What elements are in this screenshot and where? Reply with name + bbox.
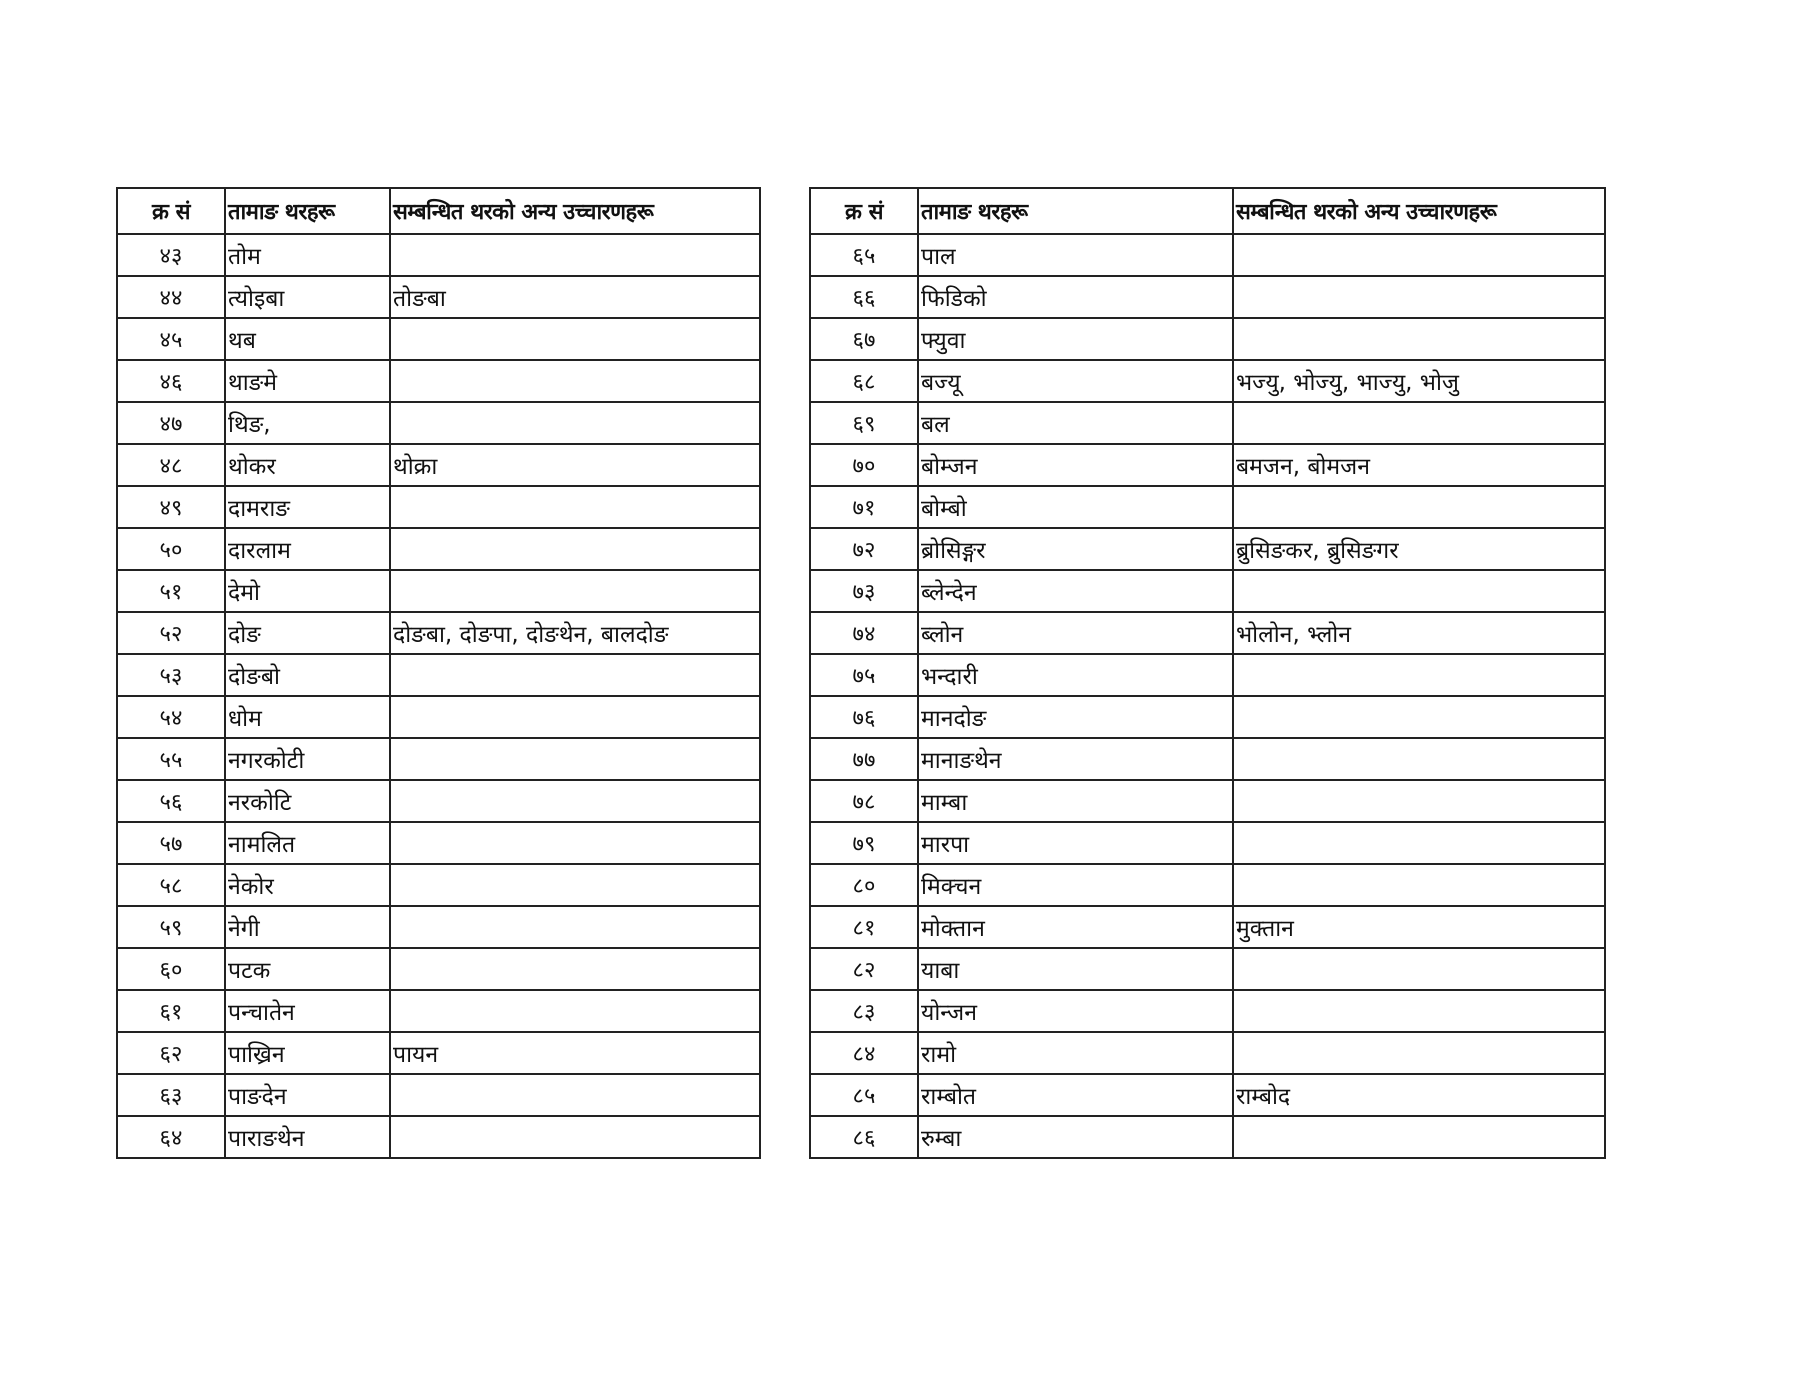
- surname-cell: भन्दारी: [918, 654, 1233, 696]
- surname-cell: दोङ: [225, 612, 390, 654]
- table-row: [810, 528, 1605, 570]
- table-row: [810, 486, 1605, 528]
- surname-cell: नेकोर: [225, 864, 390, 906]
- variants-cell: भज्यु, भोज्यु, भाज्यु, भोजु: [1233, 360, 1605, 402]
- surname-cell: देमो: [225, 570, 390, 612]
- serial-cell: ४४: [117, 276, 225, 318]
- surname-cell: थाङमे: [225, 360, 390, 402]
- surname-cell: फिडिको: [918, 276, 1233, 318]
- surname-cell: दोङबो: [225, 654, 390, 696]
- serial-cell: ८६: [810, 1116, 918, 1158]
- surname-cell: पाल: [918, 234, 1233, 276]
- table-row: [117, 234, 760, 276]
- table-row: [117, 654, 760, 696]
- table-row: [117, 570, 760, 612]
- surname-cell: योन्जन: [918, 990, 1233, 1032]
- serial-cell: ४९: [117, 486, 225, 528]
- surname-cell: पाराङथेन: [225, 1116, 390, 1158]
- surname-cell: दारलाम: [225, 528, 390, 570]
- serial-cell: ७२: [810, 528, 918, 570]
- variants-cell: बमजन, बोमजन: [1233, 444, 1605, 486]
- surname-cell: नेगी: [225, 906, 390, 948]
- table-row: [810, 990, 1605, 1032]
- serial-cell: ६७: [810, 318, 918, 360]
- table-row: [810, 738, 1605, 780]
- surname-cell: ब्रोसिङ्गर: [918, 528, 1233, 570]
- header-surname: तामाङ थरहरू: [225, 188, 390, 234]
- serial-cell: ५२: [117, 612, 225, 654]
- header-variants: सम्बन्धित थरको अन्य उच्चारणहरू: [1233, 188, 1605, 234]
- surname-cell: रुम्बा: [918, 1116, 1233, 1158]
- surname-cell: पन्चातेन: [225, 990, 390, 1032]
- surname-cell: मिक्चन: [918, 864, 1233, 906]
- table-row: [810, 360, 1605, 402]
- surname-cell: मारपा: [918, 822, 1233, 864]
- serial-cell: ५४: [117, 696, 225, 738]
- surname-cell: ब्लेन्देन: [918, 570, 1233, 612]
- serial-cell: ५८: [117, 864, 225, 906]
- variants-cell: [1233, 318, 1605, 360]
- surname-cell: पाख्रिन: [225, 1032, 390, 1074]
- surname-cell: मानदोङ: [918, 696, 1233, 738]
- table-row: [810, 822, 1605, 864]
- serial-cell: ४६: [117, 360, 225, 402]
- table-row: [117, 1074, 760, 1116]
- surname-cell: दामराङ: [225, 486, 390, 528]
- variants-cell: [390, 696, 760, 738]
- serial-cell: ७३: [810, 570, 918, 612]
- table-row: [117, 738, 760, 780]
- table-row: [810, 444, 1605, 486]
- serial-cell: ६५: [810, 234, 918, 276]
- serial-cell: ५६: [117, 780, 225, 822]
- table-row: [117, 318, 760, 360]
- table-row: [810, 1074, 1605, 1116]
- serial-cell: ७४: [810, 612, 918, 654]
- header-row: [117, 188, 760, 234]
- surname-cell: माम्बा: [918, 780, 1233, 822]
- table-row: [810, 276, 1605, 318]
- table-row: [117, 444, 760, 486]
- serial-cell: ८२: [810, 948, 918, 990]
- serial-cell: ५०: [117, 528, 225, 570]
- surname-cell: धोम: [225, 696, 390, 738]
- header-variants: सम्बन्धित थरको अन्य उच्चारणहरू: [390, 188, 760, 234]
- table-row: [810, 906, 1605, 948]
- serial-cell: ६९: [810, 402, 918, 444]
- serial-cell: ६०: [117, 948, 225, 990]
- table-row: [117, 822, 760, 864]
- surname-cell: रामो: [918, 1032, 1233, 1074]
- table-row: [117, 864, 760, 906]
- table-row: [117, 1116, 760, 1158]
- surname-cell: थोकर: [225, 444, 390, 486]
- serial-cell: ७७: [810, 738, 918, 780]
- serial-cell: ४५: [117, 318, 225, 360]
- variants-cell: तोङबा: [390, 276, 760, 318]
- table-row: [810, 570, 1605, 612]
- variants-cell: [1233, 402, 1605, 444]
- table-row: [810, 402, 1605, 444]
- variants-cell: [390, 1074, 760, 1116]
- table-row: [117, 360, 760, 402]
- table-row: [117, 696, 760, 738]
- surname-cell: नामलित: [225, 822, 390, 864]
- variants-cell: [390, 822, 760, 864]
- variants-cell: [1233, 234, 1605, 276]
- serial-cell: ८५: [810, 1074, 918, 1116]
- variants-cell: [390, 570, 760, 612]
- variants-cell: [1233, 822, 1605, 864]
- table-row: [810, 654, 1605, 696]
- serial-cell: ६८: [810, 360, 918, 402]
- serial-cell: ५१: [117, 570, 225, 612]
- table-row: [810, 696, 1605, 738]
- table-row: [810, 864, 1605, 906]
- surname-cell: नरकोटि: [225, 780, 390, 822]
- variants-cell: [1233, 780, 1605, 822]
- variants-cell: मुक्तान: [1233, 906, 1605, 948]
- table-row: [117, 990, 760, 1032]
- variants-cell: [1233, 738, 1605, 780]
- variants-cell: भोलोन, भ्लोन: [1233, 612, 1605, 654]
- header-serial: क्र सं: [117, 188, 225, 234]
- serial-cell: ५७: [117, 822, 225, 864]
- table-row: [117, 528, 760, 570]
- serial-cell: ६३: [117, 1074, 225, 1116]
- serial-cell: ६६: [810, 276, 918, 318]
- serial-cell: ८३: [810, 990, 918, 1032]
- serial-cell: ४३: [117, 234, 225, 276]
- table-body: [117, 234, 760, 1158]
- serial-cell: ५९: [117, 906, 225, 948]
- surname-cell: राम्बोत: [918, 1074, 1233, 1116]
- serial-cell: ४८: [117, 444, 225, 486]
- surname-cell: त्योइबा: [225, 276, 390, 318]
- surname-cell: मानाङथेन: [918, 738, 1233, 780]
- variants-cell: पायन: [390, 1032, 760, 1074]
- surname-cell: थिङ,: [225, 402, 390, 444]
- variants-cell: [1233, 948, 1605, 990]
- variants-cell: [390, 906, 760, 948]
- variants-cell: [390, 654, 760, 696]
- variants-cell: थोक्रा: [390, 444, 760, 486]
- serial-cell: ७१: [810, 486, 918, 528]
- surname-cell: बज्यू: [918, 360, 1233, 402]
- table-row: [810, 234, 1605, 276]
- table-row: [810, 1032, 1605, 1074]
- variants-cell: [390, 528, 760, 570]
- variants-cell: [390, 948, 760, 990]
- serial-cell: ७९: [810, 822, 918, 864]
- table-row: [810, 1116, 1605, 1158]
- table-row: [117, 276, 760, 318]
- table-row: [117, 906, 760, 948]
- variants-cell: [390, 864, 760, 906]
- table-row: [810, 780, 1605, 822]
- surname-cell: याबा: [918, 948, 1233, 990]
- variants-cell: [390, 1116, 760, 1158]
- table-row: [810, 318, 1605, 360]
- table-row: [117, 948, 760, 990]
- variants-cell: [1233, 696, 1605, 738]
- variants-cell: ब्रुसिङकर, ब्रुसिङगर: [1233, 528, 1605, 570]
- surname-cell: बोम्जन: [918, 444, 1233, 486]
- surname-table-left: [116, 187, 761, 1159]
- serial-cell: ४७: [117, 402, 225, 444]
- surname-cell: नगरकोटी: [225, 738, 390, 780]
- surname-cell: फ्युवा: [918, 318, 1233, 360]
- table-row: [117, 486, 760, 528]
- serial-cell: ५३: [117, 654, 225, 696]
- serial-cell: ७८: [810, 780, 918, 822]
- table-row: [810, 612, 1605, 654]
- serial-cell: ५५: [117, 738, 225, 780]
- table-row: [117, 402, 760, 444]
- surname-cell: पटक: [225, 948, 390, 990]
- serial-cell: ६१: [117, 990, 225, 1032]
- variants-cell: [390, 990, 760, 1032]
- serial-cell: ७६: [810, 696, 918, 738]
- variants-cell: [1233, 1116, 1605, 1158]
- surname-cell: तोम: [225, 234, 390, 276]
- serial-cell: ६४: [117, 1116, 225, 1158]
- table-row: [810, 948, 1605, 990]
- variants-cell: [390, 738, 760, 780]
- surname-cell: पाङदेन: [225, 1074, 390, 1116]
- variants-cell: [390, 360, 760, 402]
- header-row: [810, 188, 1605, 234]
- surname-cell: थब: [225, 318, 390, 360]
- serial-cell: ६२: [117, 1032, 225, 1074]
- table-body: [810, 234, 1605, 1158]
- table-row: [117, 1032, 760, 1074]
- table-row: [117, 612, 760, 654]
- variants-cell: [1233, 654, 1605, 696]
- variants-cell: [390, 318, 760, 360]
- header-surname: तामाङ थरहरू: [918, 188, 1233, 234]
- serial-cell: ७०: [810, 444, 918, 486]
- variants-cell: [1233, 1032, 1605, 1074]
- variants-cell: [390, 402, 760, 444]
- table-row: [117, 780, 760, 822]
- surname-table-right: [809, 187, 1606, 1159]
- variants-cell: [390, 780, 760, 822]
- surname-cell: मोक्तान: [918, 906, 1233, 948]
- serial-cell: ८०: [810, 864, 918, 906]
- variants-cell: [1233, 486, 1605, 528]
- variants-cell: दोङबा, दोङपा, दोङथेन, बालदोङ: [390, 612, 760, 654]
- variants-cell: राम्बोद: [1233, 1074, 1605, 1116]
- surname-cell: ब्लोन: [918, 612, 1233, 654]
- surname-cell: बोम्बो: [918, 486, 1233, 528]
- serial-cell: ८४: [810, 1032, 918, 1074]
- variants-cell: [1233, 276, 1605, 318]
- surname-cell: बल: [918, 402, 1233, 444]
- variants-cell: [1233, 864, 1605, 906]
- serial-cell: ८१: [810, 906, 918, 948]
- header-serial: क्र सं: [810, 188, 918, 234]
- variants-cell: [390, 234, 760, 276]
- variants-cell: [1233, 570, 1605, 612]
- serial-cell: ७५: [810, 654, 918, 696]
- variants-cell: [1233, 990, 1605, 1032]
- variants-cell: [390, 486, 760, 528]
